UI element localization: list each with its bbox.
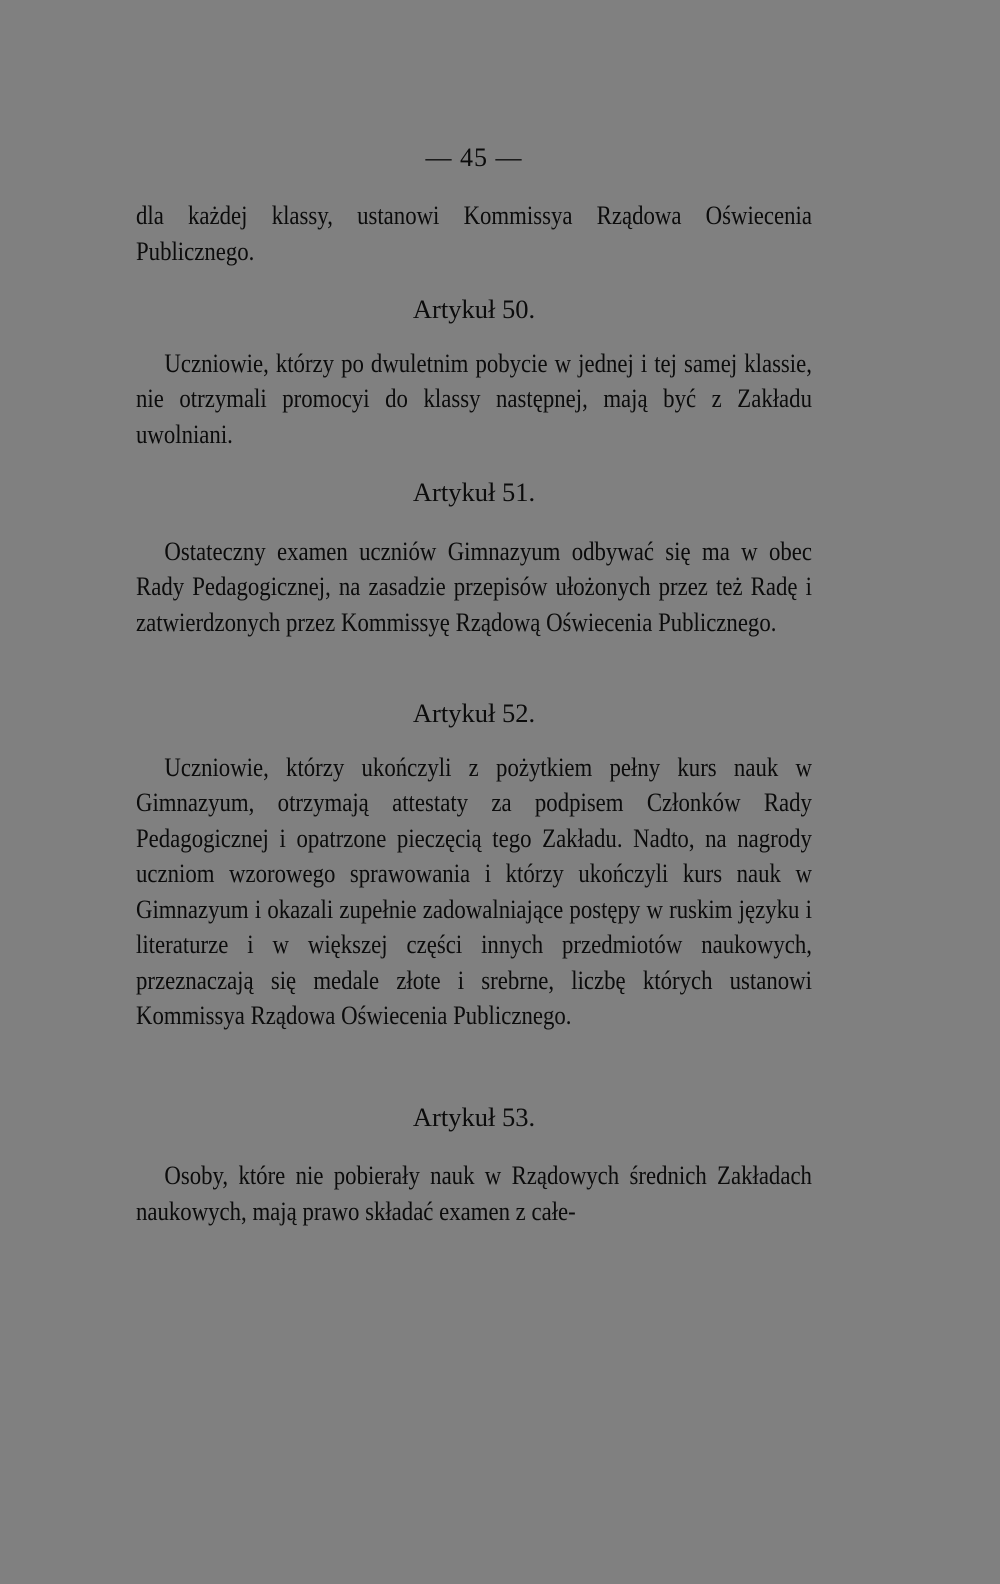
article-51-text: Ostateczny examen uczniów Gimnazyum odbywać się ma w obec Rady Pedagogicznej, na zasadzie przepisów ułożonych przez też Radę i zatwierdzonych przez Kommissyę Rządową Oświecenia Publicznego. [136,535,812,637]
article-53-heading: Artykuł 53. [412,1101,536,1132]
article-51-heading: Artykuł 51. [412,477,536,507]
article-50-heading: Artykuł 50. [412,294,536,324]
page-number: — 45 — [425,143,523,172]
article-53-text: Osoby, które nie pobierały nauk w Rządowych średnich Zakładach naukowych, mają prawo składać examen z całe- [136,1160,812,1226]
article-50-text: Uczniowie, którzy po dwuletnim pobycie w jednej i tej samej klassie, nie otrzymali promocyi do klassy następnej, mają być z Zakładu uwolniani. [136,347,812,449]
article-52-text: Uczniowie, którzy ukończyli z pożytkiem pełny kurs nauk w Gimnazyum, otrzymają attestaty za podpisem Członków Rady Pedagogicznej i opatrzone pieczęcią tego Zakładu. Nadto, na nagrody uczniom wzorowego sprawowania i którzy ukończyli kurs nauk w Gimnazyum i okazali zupełnie zadowalniające postępy w ruskim języku i literaturze i w większej części innych przedmiotów naukowych, przeznaczają się medale złote i srebrne, liczbę których ustanowi Kommissya Rządowa Oświecenia Publicznego. [136,751,812,1030]
continuation-paragraph: dla każdej klassy, ustanowi Kommissya Rządowa Oświecenia Publicznego. [136,200,812,266]
document-page [136,140,812,1229]
article-52-heading: Artykuł 52. [412,698,536,728]
